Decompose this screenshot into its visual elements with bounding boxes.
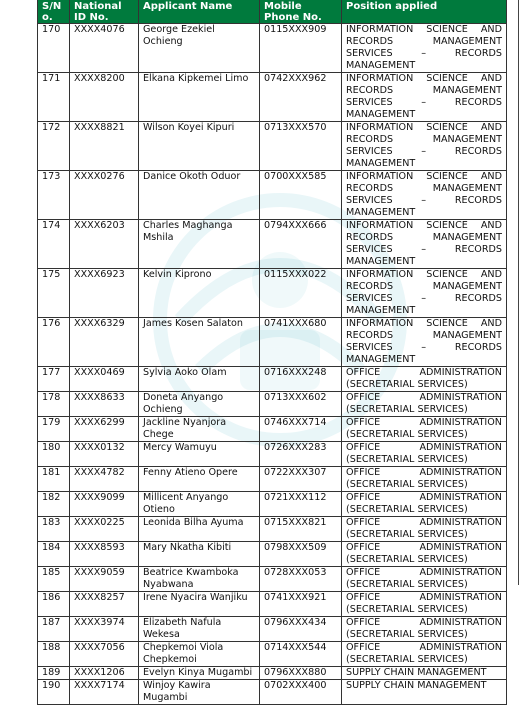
cell-applicant-name: Chepkemoi Viola Chepkemoi — [139, 642, 260, 667]
cell-mobile-phone: 0742XXX962 — [260, 73, 342, 122]
cell-position-applied: INFORMATION SCIENCE AND RECORDS MANAGEMENT SERVICES – RECORDS MANAGEMENT — [342, 122, 507, 171]
cell-mobile-phone: 0714XXX544 — [260, 642, 342, 667]
table-row — [38, 367, 507, 392]
cell-position-applied: OFFICE ADMINISTRATION (SECRETARIAL SERVICES) — [342, 592, 507, 617]
table-row — [38, 24, 507, 73]
cell-sn: 177 — [38, 367, 70, 392]
cell-mobile-phone: 0722XXX307 — [260, 467, 342, 492]
table-row — [38, 517, 507, 542]
cell-position-applied: OFFICE ADMINISTRATION (SECRETARIAL SERVICES) — [342, 567, 507, 592]
cell-applicant-name: Doneta Anyango Ochieng — [139, 392, 260, 417]
cell-position-applied: OFFICE ADMINISTRATION (SECRETARIAL SERVICES) — [342, 392, 507, 417]
cell-applicant-name: Danice Okoth Oduor — [139, 171, 260, 220]
cell-position-applied: OFFICE ADMINISTRATION (SECRETARIAL SERVICES) — [342, 517, 507, 542]
applicants-table — [37, 0, 507, 705]
cell-sn: 170 — [38, 24, 70, 73]
cell-sn: 182 — [38, 492, 70, 517]
cell-position-applied: INFORMATION SCIENCE AND RECORDS MANAGEMENT SERVICES – RECORDS MANAGEMENT — [342, 220, 507, 269]
cell-sn: 188 — [38, 642, 70, 667]
cell-sn: 171 — [38, 73, 70, 122]
cell-national-id: XXXX0276 — [70, 171, 139, 220]
table-row — [38, 567, 507, 592]
cell-national-id: XXXX9099 — [70, 492, 139, 517]
cell-national-id: XXXX7174 — [70, 680, 139, 705]
cell-applicant-name: Elizabeth Nafula Wekesa — [139, 617, 260, 642]
table-row — [38, 617, 507, 642]
cell-applicant-name: Kelvin Kiprono — [139, 269, 260, 318]
cell-sn: 175 — [38, 269, 70, 318]
table-row — [38, 318, 507, 367]
cell-applicant-name: Evelyn Kinya Mugambi — [139, 667, 260, 680]
cell-national-id: XXXX9059 — [70, 567, 139, 592]
cell-sn: 190 — [38, 680, 70, 705]
cell-national-id: XXXX8633 — [70, 392, 139, 417]
cell-applicant-name: James Kosen Salaton — [139, 318, 260, 367]
header-position-applied: Position applied — [342, 0, 507, 24]
cell-mobile-phone: 0728XXX053 — [260, 567, 342, 592]
cell-mobile-phone: 0746XXX714 — [260, 417, 342, 442]
cell-applicant-name: Charles Maghanga Mshila — [139, 220, 260, 269]
table-row — [38, 73, 507, 122]
cell-position-applied: OFFICE ADMINISTRATION (SECRETARIAL SERVICES) — [342, 542, 507, 567]
cell-national-id: XXXX7056 — [70, 642, 139, 667]
table-row — [38, 542, 507, 567]
cell-sn: 186 — [38, 592, 70, 617]
cell-national-id: XXXX4782 — [70, 467, 139, 492]
header-applicant-name: Applicant Name — [139, 0, 260, 24]
page-border-line — [518, 0, 519, 585]
cell-national-id: XXXX0225 — [70, 517, 139, 542]
cell-mobile-phone: 0798XXX509 — [260, 542, 342, 567]
cell-mobile-phone: 0702XXX400 — [260, 680, 342, 705]
cell-mobile-phone: 0794XXX666 — [260, 220, 342, 269]
cell-mobile-phone: 0115XXX022 — [260, 269, 342, 318]
table-row — [38, 269, 507, 318]
cell-sn: 173 — [38, 171, 70, 220]
table-row — [38, 417, 507, 442]
cell-sn: 183 — [38, 517, 70, 542]
table-row — [38, 642, 507, 667]
cell-national-id: XXXX4076 — [70, 24, 139, 73]
cell-position-applied: INFORMATION SCIENCE AND RECORDS MANAGEMENT SERVICES – RECORDS MANAGEMENT — [342, 318, 507, 367]
cell-position-applied: OFFICE ADMINISTRATION (SECRETARIAL SERVICES) — [342, 617, 507, 642]
cell-mobile-phone: 0741XXX921 — [260, 592, 342, 617]
cell-applicant-name: George Ezekiel Ochieng — [139, 24, 260, 73]
cell-sn: 189 — [38, 667, 70, 680]
table-header-row — [38, 0, 507, 24]
table-row — [38, 220, 507, 269]
cell-position-applied: OFFICE ADMINISTRATION (SECRETARIAL SERVICES) — [342, 442, 507, 467]
cell-applicant-name: Winjoy Kawira Mugambi — [139, 680, 260, 705]
table-row — [38, 171, 507, 220]
table-row — [38, 680, 507, 705]
cell-mobile-phone: 0721XXX112 — [260, 492, 342, 517]
cell-mobile-phone: 0726XXX283 — [260, 442, 342, 467]
cell-national-id: XXXX6299 — [70, 417, 139, 442]
cell-national-id: XXXX0469 — [70, 367, 139, 392]
header-sn: S/N o. — [38, 0, 70, 24]
cell-applicant-name: Leonida Bilha Ayuma — [139, 517, 260, 542]
table-row — [38, 592, 507, 617]
cell-applicant-name: Mercy Wamuyu — [139, 442, 260, 467]
cell-national-id: XXXX8257 — [70, 592, 139, 617]
cell-sn: 179 — [38, 417, 70, 442]
cell-position-applied: INFORMATION SCIENCE AND RECORDS MANAGEMENT SERVICES – RECORDS MANAGEMENT — [342, 171, 507, 220]
cell-sn: 185 — [38, 567, 70, 592]
cell-position-applied: OFFICE ADMINISTRATION (SECRETARIAL SERVICES) — [342, 417, 507, 442]
header-national-id: National ID No. — [70, 0, 139, 24]
cell-mobile-phone: 0715XXX821 — [260, 517, 342, 542]
cell-national-id: XXXX1206 — [70, 667, 139, 680]
cell-national-id: XXXX0132 — [70, 442, 139, 467]
cell-applicant-name: Elkana Kipkemei Limo — [139, 73, 260, 122]
cell-applicant-name: Wilson Koyei Kipuri — [139, 122, 260, 171]
cell-position-applied: OFFICE ADMINISTRATION (SECRETARIAL SERVICES) — [342, 642, 507, 667]
cell-national-id: XXXX8200 — [70, 73, 139, 122]
cell-mobile-phone: 0713XXX570 — [260, 122, 342, 171]
cell-applicant-name: Mary Nkatha Kibiti — [139, 542, 260, 567]
cell-sn: 181 — [38, 467, 70, 492]
cell-mobile-phone: 0700XXX585 — [260, 171, 342, 220]
cell-position-applied: INFORMATION SCIENCE AND RECORDS MANAGEMENT SERVICES – RECORDS MANAGEMENT — [342, 24, 507, 73]
table-row — [38, 122, 507, 171]
cell-position-applied: OFFICE ADMINISTRATION (SECRETARIAL SERVICES) — [342, 467, 507, 492]
cell-national-id: XXXX3974 — [70, 617, 139, 642]
table-row — [38, 392, 507, 417]
cell-sn: 180 — [38, 442, 70, 467]
cell-sn: 174 — [38, 220, 70, 269]
cell-national-id: XXXX8593 — [70, 542, 139, 567]
cell-position-applied: INFORMATION SCIENCE AND RECORDS MANAGEMENT SERVICES – RECORDS MANAGEMENT — [342, 73, 507, 122]
cell-sn: 187 — [38, 617, 70, 642]
cell-national-id: XXXX6329 — [70, 318, 139, 367]
cell-national-id: XXXX6923 — [70, 269, 139, 318]
cell-sn: 184 — [38, 542, 70, 567]
header-mobile-phone: Mobile Phone No. — [260, 0, 342, 24]
cell-sn: 176 — [38, 318, 70, 367]
table-row — [38, 667, 507, 680]
cell-sn: 178 — [38, 392, 70, 417]
cell-position-applied: OFFICE ADMINISTRATION (SECRETARIAL SERVICES) — [342, 367, 507, 392]
table-row — [38, 492, 507, 517]
cell-applicant-name: Irene Nyacira Wanjiku — [139, 592, 260, 617]
table-body — [38, 24, 507, 705]
cell-applicant-name: Fenny Atieno Opere — [139, 467, 260, 492]
table-row — [38, 467, 507, 492]
cell-national-id: XXXX6203 — [70, 220, 139, 269]
cell-position-applied: SUPPLY CHAIN MANAGEMENT — [342, 667, 507, 680]
cell-position-applied: OFFICE ADMINISTRATION (SECRETARIAL SERVICES) — [342, 492, 507, 517]
cell-applicant-name: Sylvia Aoko Olam — [139, 367, 260, 392]
cell-applicant-name: Millicent Anyango Otieno — [139, 492, 260, 517]
cell-applicant-name: Jackline Nyanjora Chege — [139, 417, 260, 442]
cell-mobile-phone: 0796XXX880 — [260, 667, 342, 680]
cell-applicant-name: Beatrice Kwamboka Nyabwana — [139, 567, 260, 592]
cell-position-applied: INFORMATION SCIENCE AND RECORDS MANAGEMENT SERVICES – RECORDS MANAGEMENT — [342, 269, 507, 318]
cell-position-applied: SUPPLY CHAIN MANAGEMENT — [342, 680, 507, 705]
cell-mobile-phone: 0716XXX248 — [260, 367, 342, 392]
cell-sn: 172 — [38, 122, 70, 171]
table-row — [38, 442, 507, 467]
cell-mobile-phone: 0713XXX602 — [260, 392, 342, 417]
cell-national-id: XXXX8821 — [70, 122, 139, 171]
cell-mobile-phone: 0115XXX909 — [260, 24, 342, 73]
cell-mobile-phone: 0741XXX680 — [260, 318, 342, 367]
cell-mobile-phone: 0796XXX434 — [260, 617, 342, 642]
